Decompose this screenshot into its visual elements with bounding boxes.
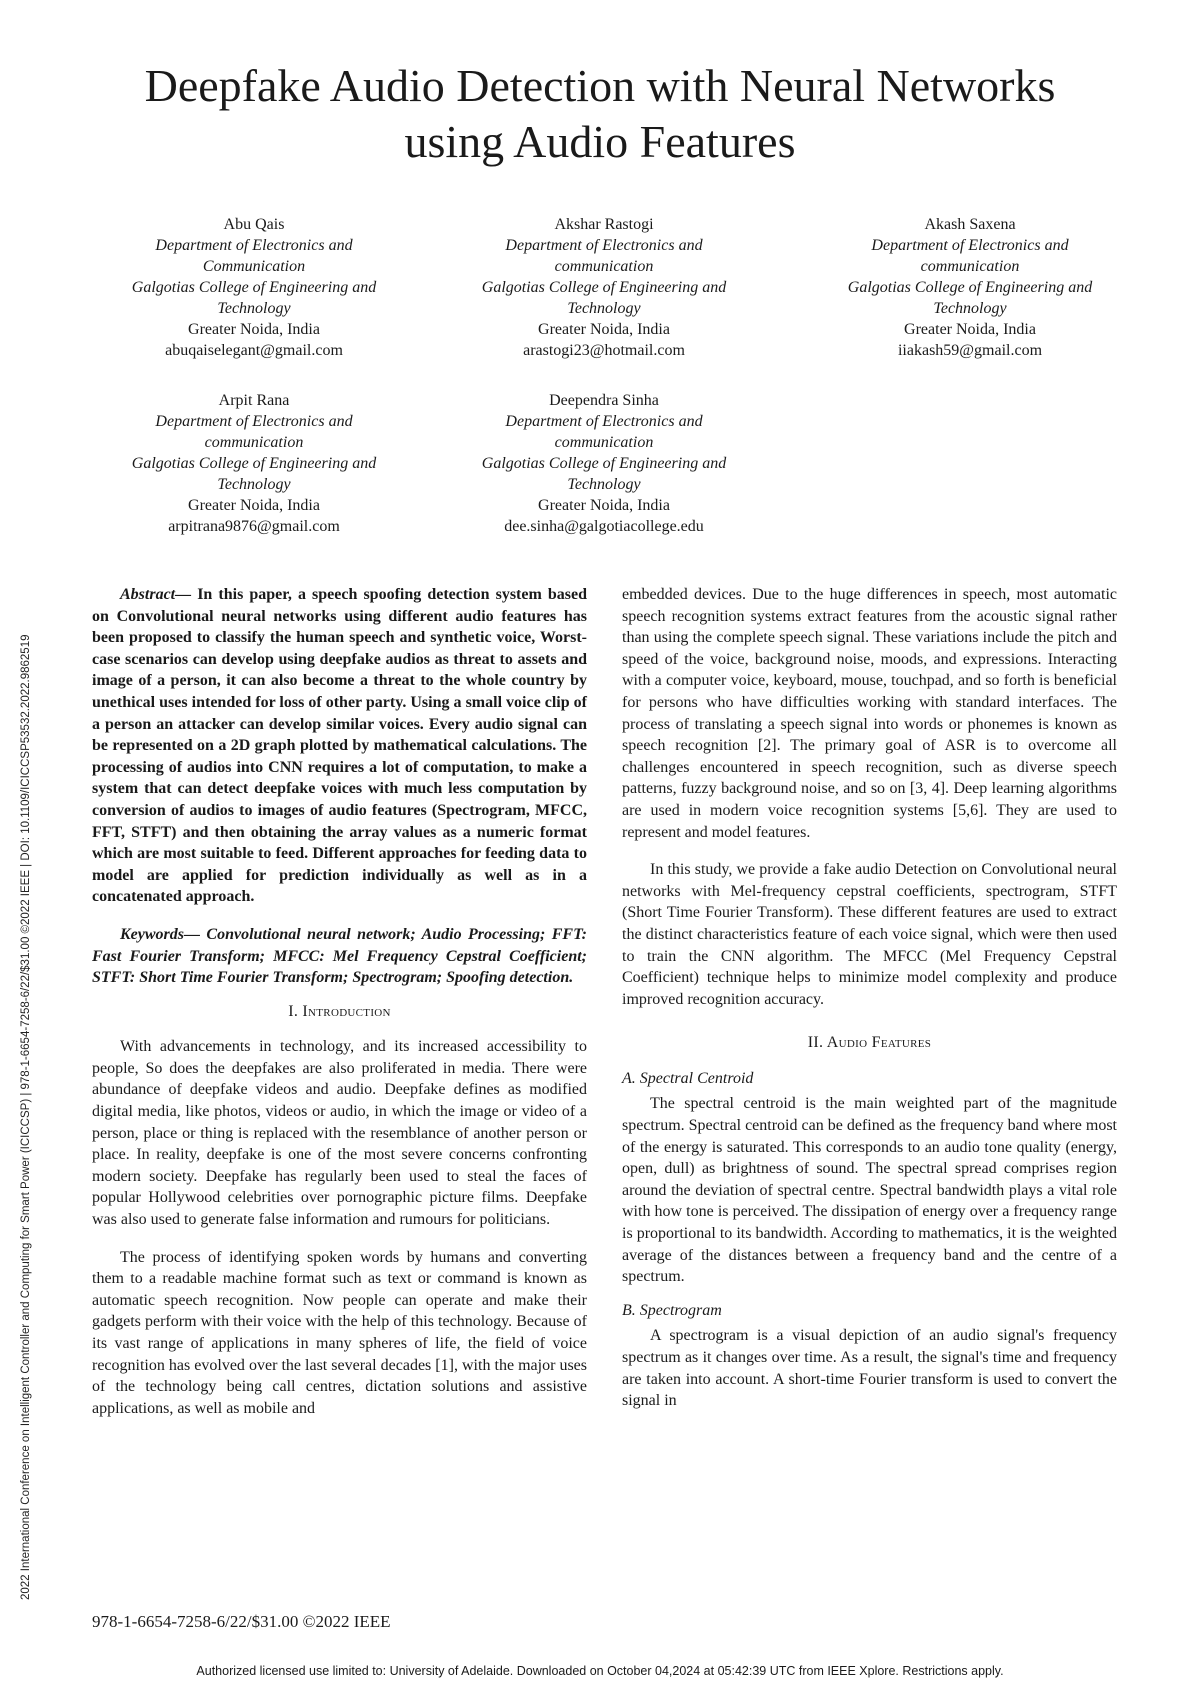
paragraph: In this study, we provide a fake audio Detection on Convolutional neural networks with Mel-frequency cepstral coefficients, spectrogram, STFT (Short Time Fourier Transform). These different features are used to extract the distinct characteristics feature of each voice signal, which were then used to train the CNN algorithm. The MFCC (Mel Frequency Cepstral Coefficient) technique helps to minimize model complexity and produce improved recognition accuracy. [622, 861, 1117, 1008]
author-name: Arpit Rana [218, 392, 290, 409]
author-dept: communication [204, 434, 304, 451]
author-block [820, 214, 1120, 361]
paragraph: With advancements in technology, and its increased accessibility to people, So does the deepfakes are also proliferated in media. There were abundance of deepfake videos and audio. Deepfake defines as modified digital media, like photos, videos or audio, in which the image or video of a person, place or thing is replaced with the resemblance of another person or place. In reality, deepfake is one of the most severe concerns confronting modern society. Deepfake has regularly been used to steal the faces of popular Hollywood celebrities over pornographic picture films. Deepfake was also used to generate false information and rumours for politicians. [92, 1038, 587, 1229]
author-institution: Technology [567, 300, 641, 317]
author-dept: Communication [202, 258, 306, 275]
author-block [454, 214, 754, 361]
author-institution: Galgotias College of Engineering and [481, 455, 727, 472]
author-institution: Technology [933, 300, 1007, 317]
right-column [622, 584, 1117, 1424]
author-email: arpitrana9876@gmail.com [168, 518, 340, 535]
abstract-label: Abstract— [120, 586, 192, 603]
author-dept: communication [920, 258, 1020, 275]
section-heading: I. Introduction [288, 1002, 391, 1020]
author-name: Akshar Rastogi [554, 216, 654, 233]
author-location: Greater Noida, India [188, 321, 320, 338]
author-institution: Galgotias College of Engineering and [847, 279, 1093, 296]
author-location: Greater Noida, India [188, 497, 320, 514]
author-block [104, 390, 404, 537]
author-name: Abu Qais [223, 216, 285, 233]
section-heading: II. Audio Features [807, 1034, 932, 1052]
subsection-heading: B. Spectrogram [622, 1301, 722, 1319]
author-name: Deependra Sinha [549, 392, 659, 409]
abstract-text: In this paper, a speech spoofing detection system based on Convolutional neural networks using different audio features has been proposed to classify the human speech and synthetic voice, Worst-case scenarios can develop using deepfake audios as threat to assets and image of a person, it can also become a threat to the whole country by unethical uses intended for loss of other party. Using a small voice clip of a person an attacker can develop similar voices. Every audio signal can be represented on a 2D graph plotted by mathematical calculations. The processing of audios into CNN requires a lot of computation, to make a system that can detect deepfake voices with much less computation by conversion of audios to images of audio features (Spectrogram, MFCC, FFT, STFT) and then obtaining the array values as a numeric format which are most suitable to feed. Different approaches for feeding data to model are applied for prediction individually as well as in a concatenated approach. [92, 586, 587, 906]
author-block [454, 390, 754, 537]
author-dept: Department of Electronics and [505, 413, 703, 430]
conference-sidebar: 2022 International Conference on Intelligent Controller and Computing for Smart Power (ICICCSP) | 978-1-6654-7258-6/22/$31.00 ©2022 IEEE | DOI: 10.1109/ICICCSP53532.2022.9862519 [20, 634, 32, 1600]
keywords-label: Keywords— [120, 925, 200, 943]
author-dept: communication [554, 434, 654, 451]
author-location: Greater Noida, India [538, 321, 670, 338]
author-name: Akash Saxena [924, 216, 1016, 233]
paragraph: The process of identifying spoken words by humans and converting them to a readable machine format such as text or command is known as automatic speech recognition. Now people can operate and make their gadgets perform with their voice with the help of this technology. Because of its vast range of applications in many spheres of life, the field of voice recognition has evolved over the last several decades [1], with the major uses of the technology being call centres, dictation solutions and assistive applications, as well as mobile and [92, 1248, 587, 1417]
keywords [92, 924, 587, 989]
paragraph: embedded devices. Due to the huge differences in speech, most automatic speech recognition systems extract features from the acoustic signal rather than using the complete speech signal. These variations include the pitch and speed of the voice, background noise, moods, and expressions. Interacting with a computer voice, keyboard, mouse, touchpad, and so forth is beneficial for persons who have difficulties working with standard interfaces. The process of translating a speech signal into words or phonemes is known as speech recognition [2]. The primary goal of ASR is to overcome all challenges encountered in speech recognition, such as diverse speech patterns, fuzzy background noise, and so on [3, 4]. Deep learning algorithms are used in modern voice recognition systems [5,6]. They are used to represent and model features. [622, 586, 1117, 841]
author-email: iiakash59@gmail.com [897, 342, 1043, 359]
author-dept: Department of Electronics and [871, 237, 1069, 254]
author-location: Greater Noida, India [538, 497, 670, 514]
author-institution: Technology [217, 476, 291, 493]
paragraph: A spectrogram is a visual depiction of an audio signal's frequency spectrum as it changes over time. As a result, the signal's time and frequency are taken into account. A short-time Fourier transform is used to convert the signal in [622, 1327, 1117, 1410]
author-block [104, 214, 404, 361]
author-email: dee.sinha@galgotiacollege.edu [504, 518, 704, 535]
author-institution: Technology [217, 300, 291, 317]
copyright-footer: 978-1-6654-7258-6/22/$31.00 ©2022 IEEE [92, 1612, 391, 1631]
left-column [92, 584, 587, 1431]
author-dept: communication [554, 258, 654, 275]
author-email: abuqaiselegant@gmail.com [165, 342, 343, 359]
author-institution: Galgotias College of Engineering and [481, 279, 727, 296]
paragraph: The spectral centroid is the main weighted part of the magnitude spectrum. Spectral centroid can be defined as the frequency band where most of the energy is saturated. This corresponds to an audio tone quality (energy, open, dull) as brightness of sound. The spectral spread comprises region around the deviation of spectral centre. Spectral bandwidth plays a vital role with how tone is perceived. The dissipation of energy over a frequency range is proportional to its bandwidth. According to mathematics, it is the weighted average of the distances between a frequency band and the centre of a spectrum. [622, 1095, 1117, 1286]
title-line-2: using Audio Features [404, 116, 796, 167]
license-notice: Authorized licensed use limited to: University of Adelaide. Downloaded on October 04,2024 at 05:42:39 UTC from IEEE Xplore. Restrictions apply. [196, 1664, 1004, 1678]
author-email: arastogi23@hotmail.com [523, 342, 685, 359]
subsection-heading: A. Spectral Centroid [622, 1069, 754, 1087]
keywords-text: Convolutional neural network; Audio Processing; FFT: Fast Fourier Transform; MFCC: Mel Frequency Cepstral Coefficient; STFT: Short Time Fourier Transform; Spectrogram; Spoofing detection. [92, 925, 587, 987]
author-dept: Department of Electronics and [155, 237, 353, 254]
paper-title [80, 58, 1120, 170]
author-institution: Galgotias College of Engineering and [131, 279, 377, 296]
author-location: Greater Noida, India [904, 321, 1036, 338]
author-dept: Department of Electronics and [505, 237, 703, 254]
author-institution: Galgotias College of Engineering and [131, 455, 377, 472]
abstract [92, 584, 587, 908]
title-line-1: Deepfake Audio Detection with Neural Networks [144, 60, 1056, 111]
author-institution: Technology [567, 476, 641, 493]
author-dept: Department of Electronics and [155, 413, 353, 430]
